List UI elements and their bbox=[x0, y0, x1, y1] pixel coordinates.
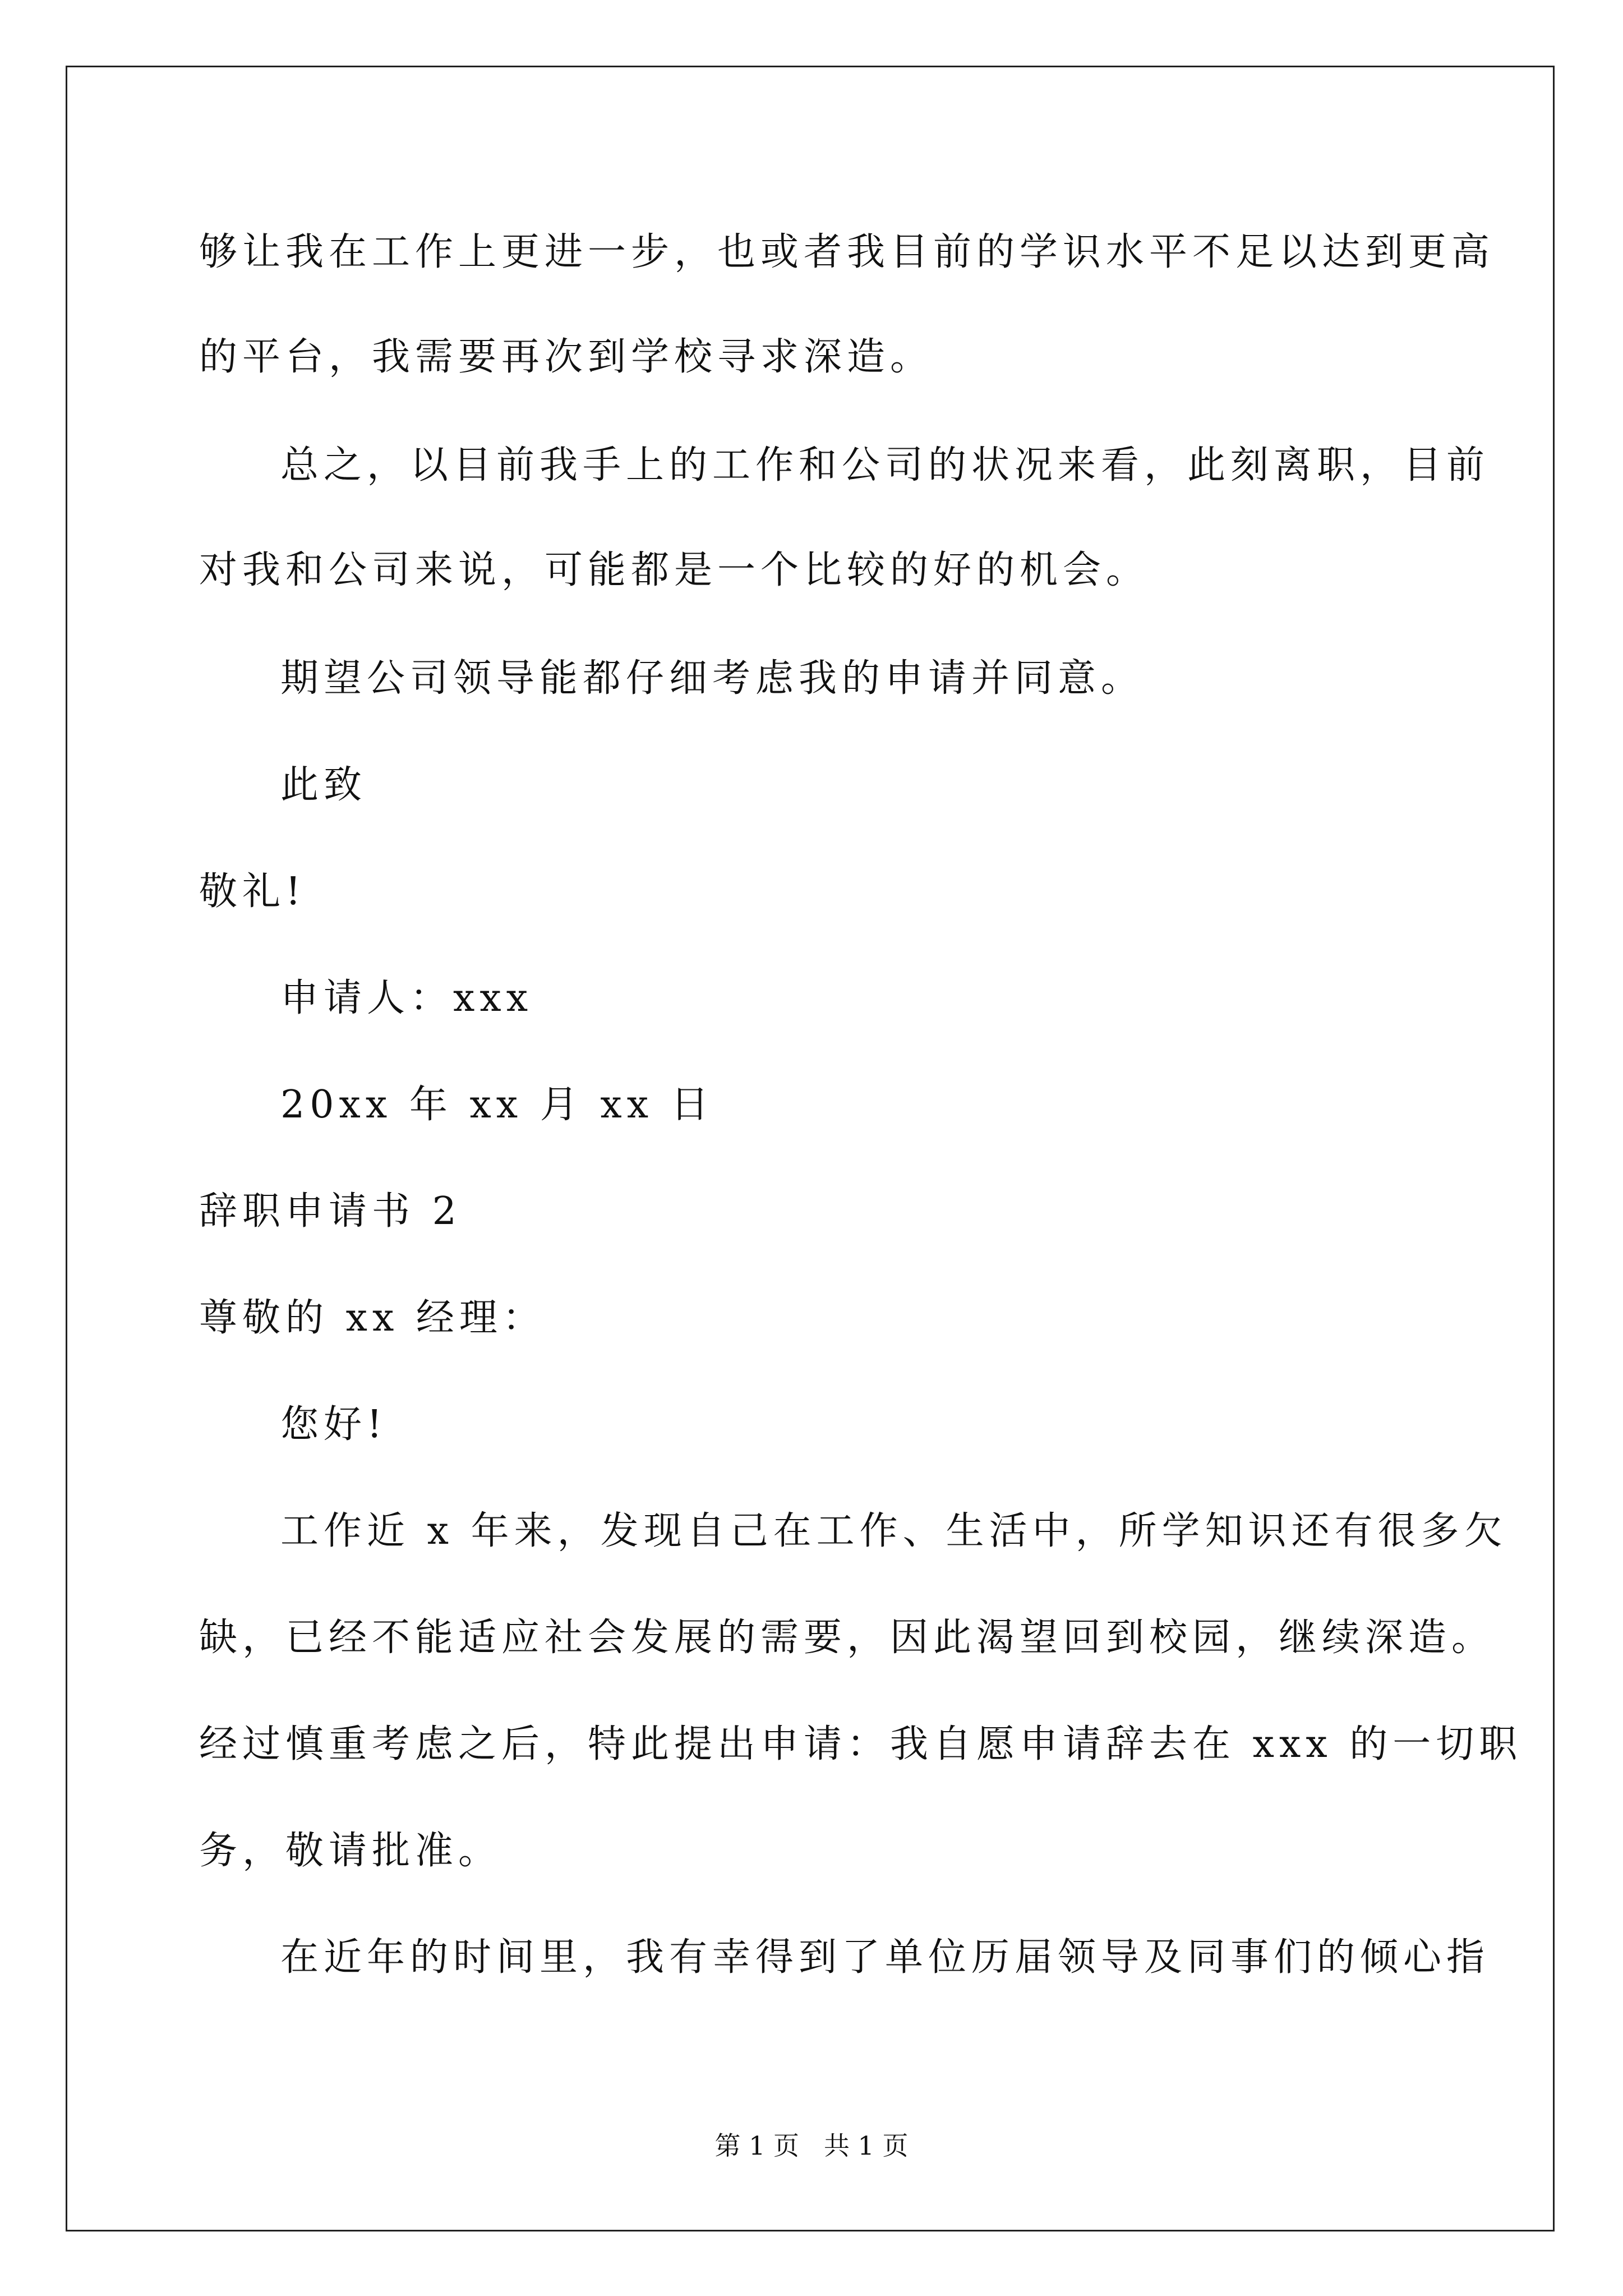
paragraph-line: 经过慎重考虑之后，特此提出申请：我自愿申请辞去在 xxx 的一切职 bbox=[199, 1722, 1523, 1766]
paragraph-line: 工作近 x 年来，发现自己在工作、生活中，所学知识还有很多欠 bbox=[280, 1509, 1507, 1553]
closing-line: 此致 bbox=[280, 763, 367, 807]
paragraph-line: 总之，以目前我手上的工作和公司的状况来看，此刻离职，目前 bbox=[280, 443, 1490, 487]
greeting-line: 您好! bbox=[280, 1402, 388, 1447]
salutation-line: 敬礼! bbox=[199, 869, 306, 914]
page-number: 第 1 页 bbox=[714, 2131, 800, 2161]
paragraph-line: 期望公司领导能都仔细考虑我的申请并同意。 bbox=[280, 656, 1145, 701]
paragraph-line: 务，敬请批准。 bbox=[199, 1829, 502, 1873]
date-line: 20xx 年 xx 月 xx 日 bbox=[280, 1083, 714, 1127]
paragraph-line: 在近年的时间里，我有幸得到了单位历届领导及同事们的倾心指 bbox=[280, 1935, 1490, 1980]
section-title: 辞职申请书 2 bbox=[199, 1189, 462, 1234]
paragraph-line: 的平台，我需要再次到学校寻求深造。 bbox=[199, 335, 934, 379]
greeting-line: 尊敬的 xx 经理： bbox=[199, 1296, 546, 1340]
paragraph-line: 对我和公司来说，可能都是一个比较的好的机会。 bbox=[199, 548, 1150, 592]
paragraph-line: 够让我在工作上更进一步，也或者我目前的学识水平不足以达到更高 bbox=[199, 230, 1495, 274]
page-border bbox=[66, 66, 1555, 2231]
page-total: 共 1 页 bbox=[823, 2131, 909, 2161]
applicant-line: 申请人：xxx bbox=[280, 976, 533, 1020]
page-footer bbox=[0, 2129, 1623, 2162]
paragraph-line: 缺，已经不能适应社会发展的需要，因此渴望回到校园，继续深造。 bbox=[199, 1616, 1495, 1660]
